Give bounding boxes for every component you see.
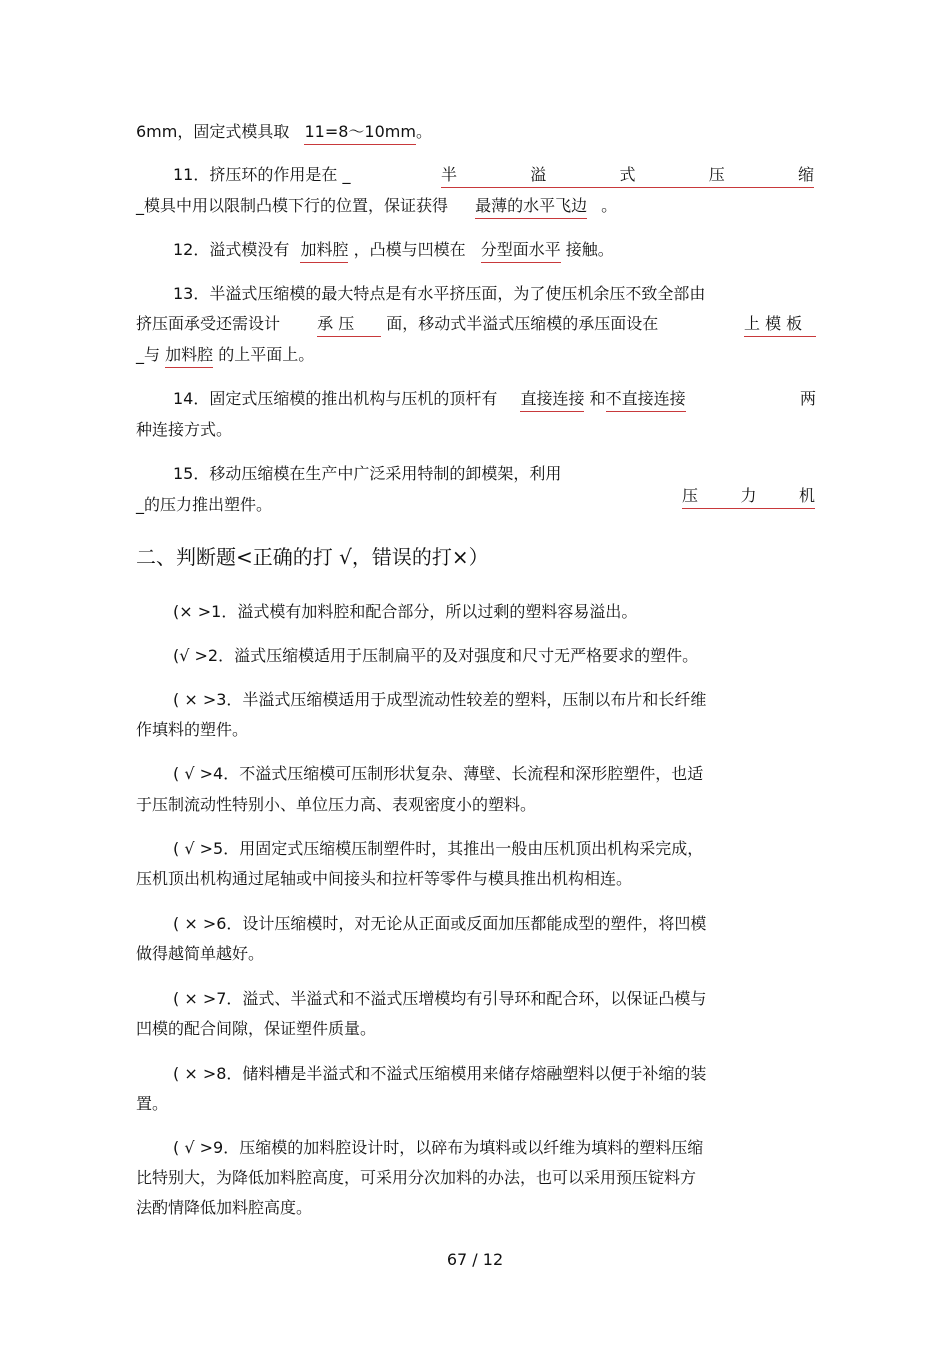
question-13-line3: _与 加料腔 的上平面上。	[136, 345, 315, 364]
question-13-line2: 挤压面承受还需设计 承 压 面，移动式半溢式压缩模的承压面设在 上 模 板	[136, 313, 816, 335]
question-12: 12．溢式模没有 加料腔 ，凸模与凹模在 分型面水平 接触。	[173, 240, 614, 259]
section-2-title: 二、判断题<正确的打 √，错误的打×）	[136, 545, 489, 569]
judge-item-4-cont: 于压制流动性特别小、单位压力高、表观密度小的塑料。	[136, 795, 537, 814]
question-13-line1: 13．半溢式压缩模的最大特点是有水平挤压面，为了使压机余压不致全部由	[173, 284, 706, 303]
judge-item-9-cont: 比特别大，为降低加料腔高度，可采用分次加料的办法，也可以采用预压锭料方	[136, 1168, 697, 1187]
judge-item-3-cont: 作填料的塑件。	[136, 720, 249, 739]
answer-blank: 不直接连接	[605, 389, 686, 408]
judge-item-1: (× >1．溢式模有加料腔和配合部分，所以过剩的塑料容易溢出。	[173, 602, 638, 621]
judge-item-7: ( × >7．溢式、半溢式和不溢式压增模均有引导环和配合环，以保证凸模与	[173, 989, 707, 1008]
judge-item-4: ( √ >4．不溢式压缩模可压制形状复杂、薄壁、长流程和深形腔塑件，也适	[173, 764, 704, 783]
answer-blank: 直接连接	[520, 389, 585, 408]
answer-blank: 分型面水平	[480, 240, 561, 259]
answer-blank: 压 力 机	[682, 486, 815, 505]
judge-item-5-cont: 压机顶出机构通过尾轴或中间接头和拉杆等零件与模具推出机构相连。	[136, 869, 633, 888]
document-page: 6mm，固定式模具取 11=8～10mm。 11．挤压环的作用是在 _ 半 溢 式 压 缩 _模具中用以限制凸模下行的位置，保证获得 最薄的水平飞边 。 12．溢式模没有 加料腔 ，凸模与凹模在 分型面水平 接触。 13．半溢式压缩模的最大特点是有水平挤压面，为了使压机余压不致全部由 挤压面承受还需设计 承 压 面，移动式半溢式压缩模的承压面设在 上 模 板 _与 加料腔 的上平面上。 14．固定式压缩模的推出机构与压机的顶杆有 直接连接 和不直接连接 两 种连接方式。 15．移动压缩模在生产中广泛采用特制的卸模架，利用 压 力 机 _的压力推出塑件。 二、判断题<正确的打 √，错误的打×） (× >1．溢式模有加料腔和配合部分，所以过剩的塑料容易溢出。 (√ >2．溢式压缩模适用于压制扁平的及对强度和尺寸无严格要求的塑件。 ( × >3．半溢式压缩模适用于成型流动性较差的塑料，压制以布片和长纤维 作填料的塑件。 ( √ >4．不溢式压缩模可压制形状复杂、薄壁、长流程和深形腔塑件，也适 于压制流动性特别小、单位压力高、表观密度小的塑料。 ( √ >5．用固定式压缩模压制塑件时，其推出一般由压机顶出机构采完成， 压机顶出机构通过尾轴或中间接头和拉杆等零件与模具推出机构相连。 ( × >6．设计压缩模时，对无论从正面或反面加压都能成型的塑件，将凹模 做得越简单越好。 ( × >7．溢式、半溢式和不溢式压增模均有引导环和配合环，以保证凸模与 凹模的配合间隙，保证塑件质量。 ( × >8．储料槽是半溢式和不溢式压缩模用来储存熔融塑料以便于补缩的装 置。 ( √ >9．压缩模的加料腔设计时，以碎布为填料或以纤维为填料的塑料压缩 比特别大，为降低加料腔高度，可采用分次加料的办法，也可以采用预压锭料方 法酌情降低加料腔高度。 67 / 12	[0, 0, 950, 1346]
question-15-line1: 15．移动压缩模在生产中广泛采用特制的卸模架，利用 压 力 机	[173, 464, 815, 505]
answer-blank: 加料腔	[165, 345, 214, 364]
judge-item-9-cont2: 法酌情降低加料腔高度。	[136, 1198, 313, 1217]
question-14-line2: 种连接方式。	[136, 420, 233, 439]
fill-line-10-end: 6mm，固定式模具取 11=8～10mm。	[136, 122, 432, 141]
judge-item-5: ( √ >5．用固定式压缩模压制塑件时，其推出一般由压机顶出机构采完成，	[173, 839, 704, 858]
judge-item-2: (√ >2．溢式压缩模适用于压制扁平的及对强度和尺寸无严格要求的塑件。	[173, 646, 699, 665]
question-14-line1: 14．固定式压缩模的推出机构与压机的顶杆有 直接连接 和不直接连接 两	[173, 389, 816, 408]
judge-item-7-cont: 凹模的配合间隙，保证塑件质量。	[136, 1019, 377, 1038]
judge-item-9: ( √ >9．压缩模的加料腔设计时，以碎布为填料或以纤维为填料的塑料压缩	[173, 1138, 704, 1157]
judge-item-8-cont: 置。	[136, 1094, 169, 1113]
page-number: 67 / 12	[446, 1250, 504, 1269]
judge-item-6: ( × >6．设计压缩模时，对无论从正面或反面加压都能成型的塑件，将凹模	[173, 914, 707, 933]
answer-blank: 最薄的水平飞边	[475, 196, 588, 215]
answer-blank: 11=8～10mm	[304, 122, 416, 141]
answer-blank: 上 模 板	[744, 313, 816, 335]
answer-blank: 半 溢 式 压 缩	[441, 165, 814, 184]
answer-blank: 加料腔	[300, 240, 349, 259]
answer-blank: 承 压	[317, 313, 381, 335]
judge-item-8: ( × >8．储料槽是半溢式和不溢式压缩模用来储存熔融塑料以便于补缩的装	[173, 1064, 707, 1083]
judge-item-6-cont: 做得越简单越好。	[136, 944, 265, 963]
question-11-line2: _模具中用以限制凸模下行的位置，保证获得 最薄的水平飞边 。	[136, 196, 618, 215]
judge-item-3: ( × >3．半溢式压缩模适用于成型流动性较差的塑料，压制以布片和长纤维	[173, 690, 707, 709]
question-15-line2: _的压力推出塑件。	[136, 495, 273, 514]
